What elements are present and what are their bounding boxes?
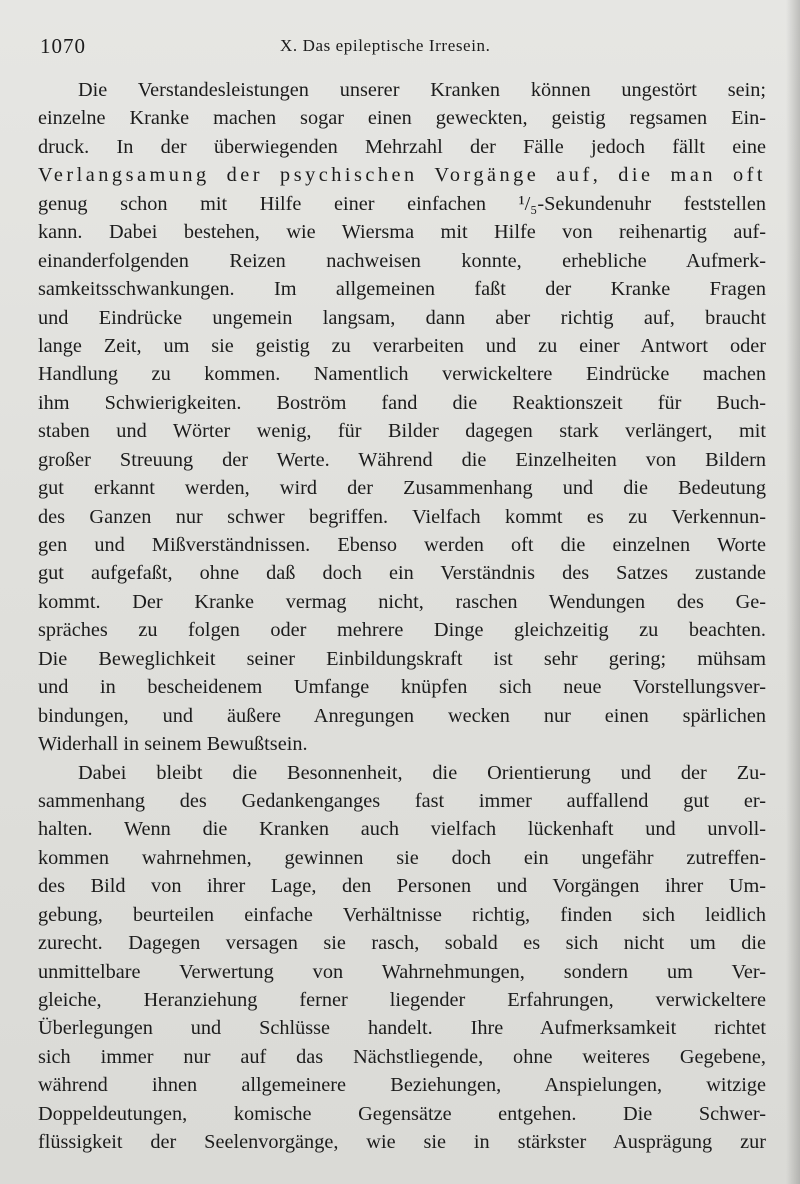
text-line: des Bild von ihrer Lage, den Personen und Vorgängen ihrer Um- xyxy=(38,875,766,898)
text-line: unmittelbare Verwertung von Wahrnehmungen, sondern um Ver- xyxy=(38,960,766,983)
text-line: einanderfolgenden Reizen nachweisen konnte, erhebliche Aufmerk- xyxy=(38,249,766,272)
text-line: lange Zeit, um sie geistig zu verarbeiten und zu einer Antwort oder xyxy=(38,334,766,357)
page-edge-shadow xyxy=(786,0,800,1184)
text-line: während ihnen allgemeinere Beziehungen, Anspielungen, witzige xyxy=(38,1074,766,1097)
text-line: spräches zu folgen oder mehrere Dinge gleichzeitig zu beachten. xyxy=(38,619,766,642)
text-line: einzelne Kranke machen sogar einen geweckten, geistig regsamen Ein- xyxy=(38,107,766,130)
text-line: Verlangsamung der psychischen Vorgänge auf, die man oft xyxy=(38,164,766,187)
text-line: Widerhall in seinem Bewußtsein. xyxy=(38,733,308,756)
text-line: staben und Wörter wenig, für Bilder dagegen stark verlängert, mit xyxy=(38,420,766,443)
text-line: druck. In der überwiegenden Mehrzahl der Fälle jedoch fällt eine xyxy=(38,135,766,158)
text-line: Handlung zu kommen. Namentlich verwickeltere Eindrücke machen xyxy=(38,363,766,386)
running-title: X. Das epileptische Irresein. xyxy=(280,36,491,55)
text-line: Doppeldeutungen, komische Gegensätze entgehen. Die Schwer- xyxy=(38,1102,766,1125)
text-line: genug schon mit Hilfe einer einfachen ¹/₅-Sekundenuhr feststellen xyxy=(38,192,766,215)
text-line: gen und Mißverständnissen. Ebenso werden oft die einzelnen Worte xyxy=(38,534,766,556)
text-line: gut erkannt werden, wird der Zusammenhang und die Bedeutung xyxy=(38,477,766,500)
text-line: ihm Schwierigkeiten. Boström fand die Reaktionszeit für Buch- xyxy=(38,391,766,414)
text-line: gleiche, Heranziehung ferner liegender Erfahrungen, verwickeltere xyxy=(38,989,766,1011)
text-line: halten. Wenn die Kranken auch vielfach lückenhaft und unvoll- xyxy=(38,818,766,841)
text-line: und Eindrücke ungemein langsam, dann aber richtig auf, braucht xyxy=(38,306,766,329)
text-line: Die Verstandesleistungen unserer Kranken können ungestört sein; xyxy=(78,79,766,101)
page-header xyxy=(40,34,770,62)
text-line: des Ganzen nur schwer begriffen. Vielfach kommt es zu Verkennun- xyxy=(38,505,766,528)
text-line: sich immer nur auf das Nächstliegende, ohne weiteres Gegebene, xyxy=(38,1045,766,1068)
text-line: Dabei bleibt die Besonnenheit, die Orientierung und der Zu- xyxy=(78,761,766,784)
text-line: bindungen, und äußere Anregungen wecken nur einen spärlichen xyxy=(38,704,766,727)
text-line: gut aufgefaßt, ohne daß doch ein Verständnis des Satzes zustande xyxy=(38,562,766,585)
text-line: zurecht. Dagegen versagen sie rasch, sobald es sich nicht um die xyxy=(38,932,766,955)
text-line: kommt. Der Kranke vermag nicht, raschen Wendungen des Ge- xyxy=(38,590,766,613)
text-line: Überlegungen und Schlüsse handelt. Ihre Aufmerksamkeit richtet xyxy=(38,1017,766,1040)
text-line: kommen wahrnehmen, gewinnen sie doch ein ungefähr zutreffen- xyxy=(38,846,766,869)
text-line: kann. Dabei bestehen, wie Wiersma mit Hilfe von reihenartig auf- xyxy=(38,221,766,244)
page-number: 1070 xyxy=(40,34,86,58)
text-line: flüssigkeit der Seelenvorgänge, wie sie in stärkster Ausprägung zur xyxy=(38,1131,766,1154)
text-line: gebung, beurteilen einfache Verhältnisse richtig, finden sich leidlich xyxy=(38,903,766,926)
text-line: sammenhang des Gedankenganges fast immer auffallend gut er- xyxy=(38,789,766,812)
text-line: und in bescheidenem Umfange knüpfen sich neue Vorstellungsver- xyxy=(38,676,766,699)
text-line: großer Streuung der Werte. Während die Einzelheiten von Bildern xyxy=(38,448,766,471)
text-line: samkeitsschwankungen. Im allgemeinen faßt der Kranke Fragen xyxy=(38,278,766,301)
body-text xyxy=(38,76,766,1157)
text-line: Die Beweglichkeit seiner Einbildungskraft ist sehr gering; mühsam xyxy=(38,647,766,670)
